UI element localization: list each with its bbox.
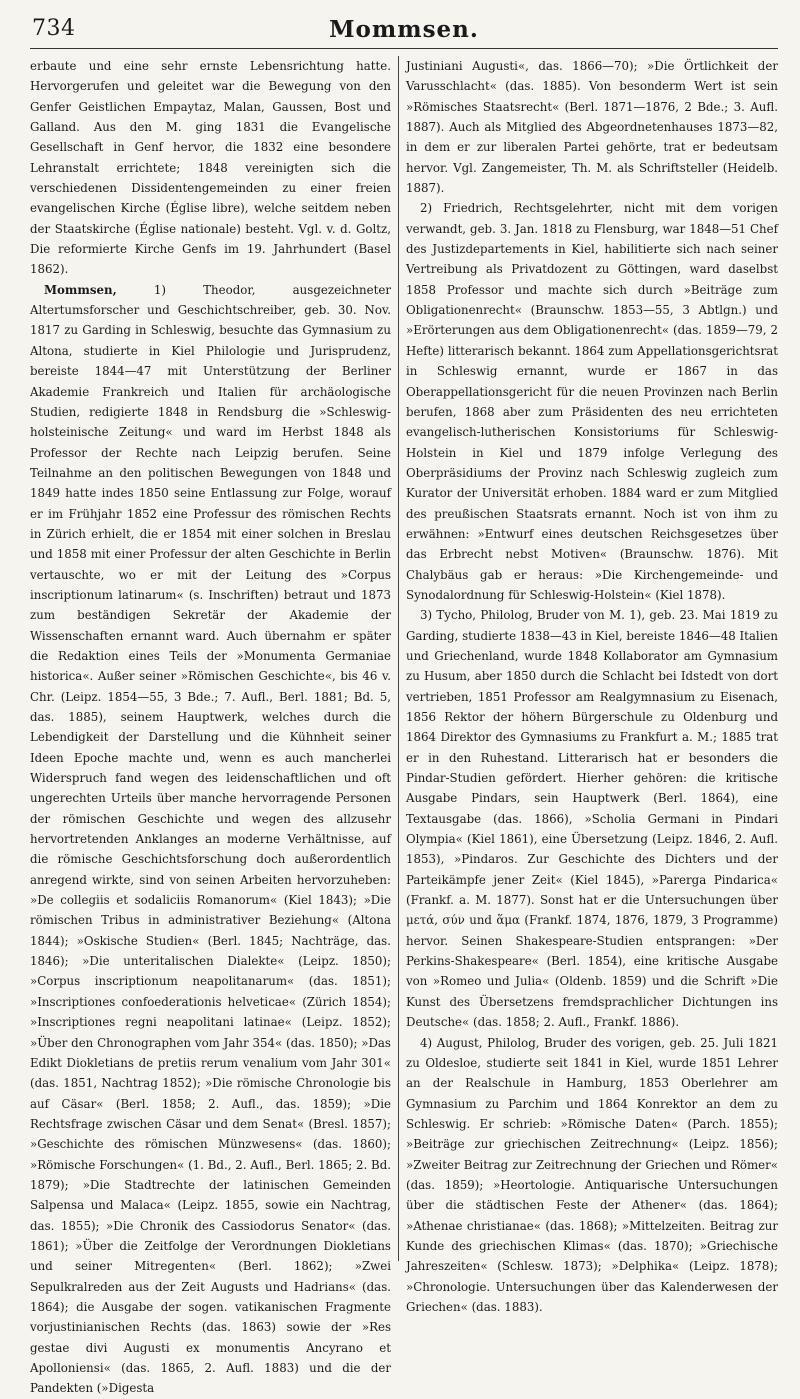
entry-text: Justiniani Augusti«, das. 1866—70); »Die Örtlichkeit der Varusschlacht« (das. 1885). Von besonderm Wert ist sein »Römisches Staatsrecht« (Berl. 1871—1876, 2 Bde.; 3. Aufl. 1887). Auch als Mitglied des Abgeordnetenhauses 1873—82, in dem er zur liberalen Partei gehörte, trat er bedeutsam hervor. Vgl. Zangemeister, Th. M. als Schriftsteller (Heidelb. 1887). — [406, 59, 778, 196]
entry-text: 2) Friedrich, Rechtsgelehrter, nicht mit dem vorigen verwandt, geb. 3. Jan. 1818 zu Flensburg, war 1848—51 Chef des Justizdepartements in Kiel, habilitierte sich nach seiner Vertreibung als Privatdozent zu Göttingen, ward daselbst 1858 Professor und machte sich durch »Beiträge zum Obligationenrecht« (Braunschw. 1853—55, 3 Abtlgn.) und »Erörterungen aus dem Obligationenrecht« (das. 1859—79, 2 Hefte) litterarisch bekannt. 1864 zum Appellationsgerichtsrat in Schleswig ernannt, wurde er 1867 in das Oberappellationsgericht für die neuen Provinzen nach Berlin berufen, 1868 aber zum Präsidenten des neu errichteten evangelisch-lutherischen Konsistoriums für Schleswig-Holstein in Kiel und 1879 infolge Verlegung des Oberpräsidiums der Provinz nach Schleswig zugleich zum Kurator der Universität erhoben. 1884 ward er zum Mitglied des preußischen Staatsrats ernannt. Noch ist von ihm zu erwähnen: »Entwurf eines deutschen Reichsgesetzes über das Erbrecht nebst Motiven« (Braunschw. 1876). Mit Chalybäus gab er heraus: »Die Kirchengemeinde- und Synodalordnung für Schleswig-Holstein« (Kiel 1878). — [406, 201, 778, 602]
entry-text: erbaute und eine sehr ernste Lebensrichtung hatte. Hervorgerufen und geleitet war die Bewegung von den Genfer Geistlichen Empaytaz, Malan, Gaussen, Bost und Galland. Aus den M. ging 1831 die Evangelische Gesellschaft in Genf hervor, die 1832 eine besondere Lehranstalt errichtete; 1848 vereinigten sich die verschiedenen Dissidentengemeinden zu einer freien evangelischen Kirche (Église libre), welche seitdem neben der Staatskirche (Église nationale) besteht. Vgl. v. d. Goltz, Die reformierte Kirche Genfs im 19. Jahrhundert (Basel 1862). — [30, 59, 391, 277]
entry-text: 3) Tycho, Philolog, Bruder von M. 1), geb. 23. Mai 1819 zu Garding, studierte 1838—43 in Kiel, bereiste 1846—48 Italien und Griechenland, wurde 1848 Kollaborator am Gymnasium zu Husum, aber 1850 durch die Schlacht bei Idstedt von dort vertrieben, 1851 Professor am Realgymnasium zu Eisenach, 1856 Rektor der höhern Bürgerschule zu Oldenburg und 1864 Direktor des Gymnasiums zu Frankfurt a. M.; 1885 trat er in den Ruhestand. Litterarisch hat er besonders die Pindar-Studien gefördert. Hierher gehören: die kritische Ausgabe Pindars, sein Hauptwerk (Berl. 1864), eine Textausgabe (das. 1866), »Scholia Germani in Pindari Olympia« (Kiel 1861), eine Übersetzung (Leipz. 1846, 2. Aufl. 1853), »Pindaros. Zur Geschichte des Dichters und der Parteikämpfe jener Zeit« (Kiel 1845), »Parerga Pindarica« (Frankf. a. M. 1877). Sonst hat er die Untersuchungen über μετά, σύν und ἅμα (Frankf. 1874, 1876, 1879, 3 Programme) hervor. Seinen Shakespeare-Studien entsprangen: »Der Perkins-Shakespeare« (Berl. 1854), eine kritische Ausgabe von »Romeo und Julia« (Oldenb. 1859) und die Schrift »Die Kunst des Übersetzens fremdsprachlicher Dichtungen ins Deutsche« (das. 1858; 2. Aufl., Frankf. 1886). — [406, 608, 779, 1030]
entry-continuation — [30, 56, 391, 280]
entry-text: 4) August, Philolog, Bruder des vorigen, geb. 25. Juli 1821 zu Oldesloe, studierte seit 1841 in Kiel, wurde 1851 Lehrer an der Realschule in Hamburg, 1853 Oberlehrer am Gymnasium zu Parchim und 1864 Konrektor an dem zu Schleswig. Er schrieb: »Römische Daten« (Parch. 1855); »Beiträge zur griechischen Zeitrechnung« (Leipz. 1856); »Zweiter Beitrag zur Zeitrechnung der Griechen und Römer« (das. 1859); »Heortologie. Antiquarische Untersuchungen über die städtischen Feste der Athener« (das. 1864); »Athenae christianae« (das. 1868); »Mittelzeiten. Beitrag zur Kunde des griechischen Klimas« (das. 1870); »Griechische Jahreszeiten« (Schlesw. 1873); »Delphika« (Leipz. 1878); »Chronologie. Untersuchungen über das Kalenderwesen der Griechen« (das. 1883). — [406, 1035, 778, 1314]
entry-headword: Mommsen, — [44, 282, 117, 297]
entry-tycho — [406, 605, 778, 1032]
column-divider — [398, 56, 399, 1261]
page-number: 734 — [32, 16, 76, 41]
entry-mommsen — [30, 280, 391, 1399]
entry-text: 1) Theodor, ausgezeichneter Altertumsforscher und Geschichtschreiber, geb. 30. Nov. 1817 zu Garding in Schleswig, besuchte das Gymnasium zu Altona, studierte in Kiel Philologie und Jurisprudenz, bereiste 1844—47 mit Unterstützung der Berliner Akademie Frankreich und Italien für archäologische Studien, redigierte 1848 in Rendsburg die »Schleswig-holsteinische Zeitung« und ward im Herbst 1848 als Professor der Rechte nach Leipzig berufen. Seine Teilnahme an den politischen Bewegungen von 1848 und 1849 hatte indes 1850 seine Entlassung zur Folge, worauf er im Frühjahr 1852 eine Professur des römischen Rechts in Zürich erhielt, die er 1854 mit einer solchen in Breslau und 1858 mit einer Professur der alten Geschichte in Berlin vertauschte, wo er mit der Leitung des »Corpus inscriptionum latinarum« (s. Inschriften) betraut und 1873 zum beständigen Sekretär der Akademie der Wissenschaften ernannt ward. Auch übernahm er später die Redaktion eines Teils der »Monumenta Germaniae historica«. Außer seiner »Römischen Geschichte«, bis 46 v. Chr. (Leipz. 1854—55, 3 Bde.; 7. Aufl., Berl. 1881; Bd. 5, das. 1885), seinem Hauptwerk, welches durch die Lebendigkeit der Darstellung und die Kühnheit seiner Ideen Epoche machte und, wenn es auch mancherlei Widerspruch fand wegen des leidenschaftlichen und oft ungerechten Urteils über manche hervorragende Personen der römischen Geschichte und wegen des allzusehr hervortretenden Anklanges an moderne Verhältnisse, auf die römische Geschichtsforschung doch außerordentlich anregend wirkte, sind von seinen Arbeiten hervorzuheben: »De collegiis et sodaliciis Romanorum« (Kiel 1843); »Die römischen Tribus in administrativer Beziehung« (Altona 1844); »Oskische Studien« (Berl. 1845; Nachträge, das. 1846); »Die unteritalischen Dialekte« (Leipz. 1850); »Corpus inscriptionum neapolitanarum« (das. 1851); »Inscriptiones confoederationis helveticae« (Zürich 1854); »Inscriptiones regni neapolitani latinae« (Leipz. 1852); »Über den Chronographen vom Jahr 354« (das. 1850); »Das Edikt Diokletians de pretiis rerum venalium vom Jahr 301« (das. 1851, Nachtrag 1852); »Die römische Chronologie bis auf Cäsar« (Berl. 1858; 2. Aufl., das. 1859); »Die Rechtsfrage zwischen Cäsar und dem Senat« (Bresl. 1857); »Geschichte des römischen Münzwesens« (das. 1860); »Römische Forschungen« (1. Bd., 2. Aufl., Berl. 1865; 2. Bd. 1879); »Die Stadtrechte der latinischen Gemeinden Salpensa und Malaca« (Leipz. 1855, sowie ein Nachtrag, das. 1855); »Die Chronik des Cassiodorus Senator« (das. 1861); »Über die Zeitfolge der Verordnungen Diokletians und seiner Mitregenten« (Berl. 1862); »Zwei Sepulkralreden aus der Zeit Augusts und Hadrians« (das. 1864); die Ausgabe der sogen. vatikanischen Fragmente vorjustinianischen Rechts (das. 1863) sowie der »Res gestae divi Augusti ex monumentis Ancyrano et Apolloniensi« (das. 1865, 2. Aufl. 1883) und die der Pandekten (»Digesta — [30, 282, 391, 1396]
page-header — [30, 14, 778, 49]
entry-friedrich — [406, 198, 778, 605]
entry-august — [406, 1033, 778, 1318]
text-columns — [30, 56, 779, 1396]
entry-continuation — [406, 56, 778, 198]
left-column — [30, 56, 391, 1396]
running-title: Mommsen. — [329, 16, 479, 43]
right-column — [406, 56, 779, 1314]
